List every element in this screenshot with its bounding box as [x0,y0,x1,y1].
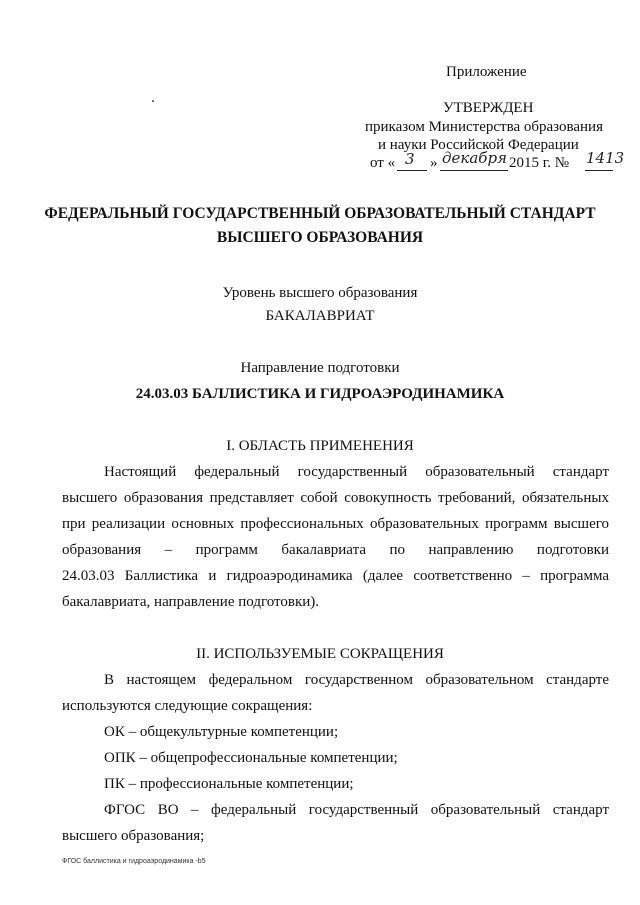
date-prefix: от « [370,155,396,171]
direction-value: 24.03.03 БАЛЛИСТИКА И ГИДРОАЭРОДИНАМИКА [135,386,505,402]
section-1-line: при реализации основных профессиональных образовательных программ высшего [62,516,609,532]
section-2-intro-line: используются следующие сокращения: [62,698,313,714]
title-line-1: ФЕДЕРАЛЬНЫЙ ГОСУДАРСТВЕННЫЙ ОБРАЗОВАТЕЛЬНЫЙ СТАНДАРТ [44,205,596,222]
level-value: БАКАЛАВРИАТ [265,308,375,324]
section-1-line: образования – программ бакалавриата по направлению подготовки [62,542,609,558]
level-label: Уровень высшего образования [222,285,418,301]
abbreviation-item-fgos: ФГОС ВО – федеральный государственный образовательный стандарт [104,802,609,818]
order-number-handwritten: 1413 [586,149,625,167]
abbreviation-item: ОК – общекультурные компетенции; [104,724,339,740]
abbreviation-item: ПК – профессиональные компетенции; [104,776,354,792]
date-mid-quote: » [430,155,438,171]
scan-speck [152,100,154,102]
section-1-line: бакалавриата, направление подготовки). [62,594,320,610]
direction-label: Направление подготовки [240,360,400,376]
date-month-underline [440,170,508,171]
abbreviation-item: ОПК – общепрофессиональные компетенции; [104,750,398,766]
section-2-heading: II. ИСПОЛЬЗУЕМЫЕ СОКРАЩЕНИЯ [196,646,444,662]
section-1-line: высшего образования представляет собой совокупность требований, обязательных [62,490,609,506]
abbreviation-item-fgos-cont: высшего образования; [62,828,205,844]
order-line-1: приказом Министерства образования [365,119,603,135]
section-1-heading: I. ОБЛАСТЬ ПРИМЕНЕНИЯ [226,438,414,454]
date-day-underline [397,170,427,171]
title-line-2: ВЫСШЕГО ОБРАЗОВАНИЯ [216,229,424,246]
date-number-underline [585,170,613,171]
section-2-intro-line: В настоящем федеральном государственном образовательном стандарте [104,672,609,688]
section-1-line: 24.03.03 Баллистика и гидроаэродинамика (далее соответственно – программа [62,568,609,584]
section-1-line: Настоящий федеральный государственный образовательный стандарт [104,464,609,480]
order-line-2: и науки Российской Федерации [378,137,579,153]
appendix-label: Приложение [446,64,527,80]
date-month-handwritten: декабря [442,149,507,167]
date-year-number-label: 2015 г. № [509,155,570,171]
page-footer: ФГОС баллистика и гидроаэродинамика -b5 [62,858,206,865]
date-day-handwritten: 3 [405,150,415,168]
approved-label: УТВЕРЖДЕН [443,100,534,116]
